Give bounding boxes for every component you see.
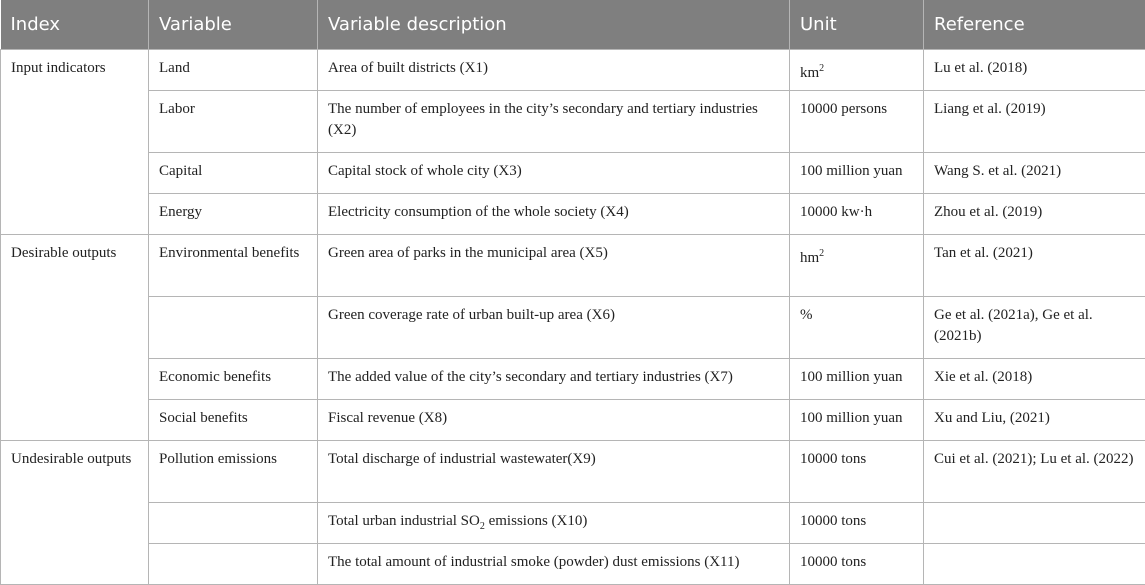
table-row	[1, 50, 1145, 91]
description-cell: Green area of parks in the municipal area (X5)	[318, 235, 790, 297]
variable-cell: Capital	[149, 153, 318, 194]
description-cell: Capital stock of whole city (X3)	[318, 153, 790, 194]
index-cell: Input indicators	[1, 50, 149, 235]
variable-cell: Energy	[149, 194, 318, 235]
reference-cell	[924, 503, 1145, 544]
description-cell: Total discharge of industrial wastewater(X9)	[318, 441, 790, 503]
table-row	[1, 297, 1145, 359]
variable-cell: Labor	[149, 91, 318, 153]
header-row	[1, 0, 1145, 50]
table-row	[1, 235, 1145, 297]
unit-cell: 100 million yuan	[790, 153, 924, 194]
unit-cell	[790, 235, 924, 297]
header-description: Variable description	[318, 0, 790, 50]
table-row	[1, 441, 1145, 503]
unit-cell	[790, 50, 924, 91]
variable-cell: Land	[149, 50, 318, 91]
header-index: Index	[1, 0, 149, 50]
index-cell: Desirable outputs	[1, 235, 149, 441]
table-row	[1, 400, 1145, 441]
unit-cell: 10000 persons	[790, 91, 924, 153]
unit-cell: %	[790, 297, 924, 359]
variable-cell	[149, 503, 318, 544]
variable-cell	[149, 297, 318, 359]
description-cell	[318, 503, 790, 544]
table-row	[1, 194, 1145, 235]
unit-cell: 10000 tons	[790, 441, 924, 503]
unit-base: km	[800, 65, 819, 81]
reference-cell: Zhou et al. (2019)	[924, 194, 1145, 235]
index-cell: Undesirable outputs	[1, 441, 149, 585]
unit-superscript: 2	[819, 63, 824, 74]
description-cell: Fiscal revenue (X8)	[318, 400, 790, 441]
description-cell: The total amount of industrial smoke (powder) dust emissions (X11)	[318, 544, 790, 585]
description-text: emissions (X10)	[485, 513, 588, 529]
table-row	[1, 544, 1145, 585]
reference-cell	[924, 544, 1145, 585]
table-row	[1, 359, 1145, 400]
reference-cell: Ge et al. (2021a), Ge et al. (2021b)	[924, 297, 1145, 359]
reference-cell: Lu et al. (2018)	[924, 50, 1145, 91]
variable-cell: Social benefits	[149, 400, 318, 441]
description-cell: Electricity consumption of the whole society (X4)	[318, 194, 790, 235]
description-cell: Green coverage rate of urban built-up area (X6)	[318, 297, 790, 359]
table-row	[1, 503, 1145, 544]
reference-cell: Liang et al. (2019)	[924, 91, 1145, 153]
unit-cell: 100 million yuan	[790, 400, 924, 441]
variable-cell: Economic benefits	[149, 359, 318, 400]
description-cell: The added value of the city’s secondary and tertiary industries (X7)	[318, 359, 790, 400]
unit-cell: 10000 kw·h	[790, 194, 924, 235]
reference-cell: Xu and Liu, (2021)	[924, 400, 1145, 441]
description-subscript: 2	[480, 521, 485, 532]
reference-cell: Tan et al. (2021)	[924, 235, 1145, 297]
unit-cell: 10000 tons	[790, 544, 924, 585]
description-text: Total urban industrial SO	[328, 513, 480, 529]
variable-cell: Pollution emissions	[149, 441, 318, 503]
reference-cell: Cui et al. (2021); Lu et al. (2022)	[924, 441, 1145, 503]
variable-cell: Environmental benefits	[149, 235, 318, 297]
unit-base: hm	[800, 250, 819, 266]
header-unit: Unit	[790, 0, 924, 50]
header-variable: Variable	[149, 0, 318, 50]
unit-cell: 10000 tons	[790, 503, 924, 544]
reference-cell: Xie et al. (2018)	[924, 359, 1145, 400]
description-cell: Area of built districts (X1)	[318, 50, 790, 91]
unit-superscript: 2	[819, 248, 824, 259]
variable-cell	[149, 544, 318, 585]
description-cell: The number of employees in the city’s secondary and tertiary industries (X2)	[318, 91, 790, 153]
table-row	[1, 153, 1145, 194]
header-reference: Reference	[924, 0, 1145, 50]
unit-cell: 100 million yuan	[790, 359, 924, 400]
table-row	[1, 91, 1145, 153]
reference-cell: Wang S. et al. (2021)	[924, 153, 1145, 194]
